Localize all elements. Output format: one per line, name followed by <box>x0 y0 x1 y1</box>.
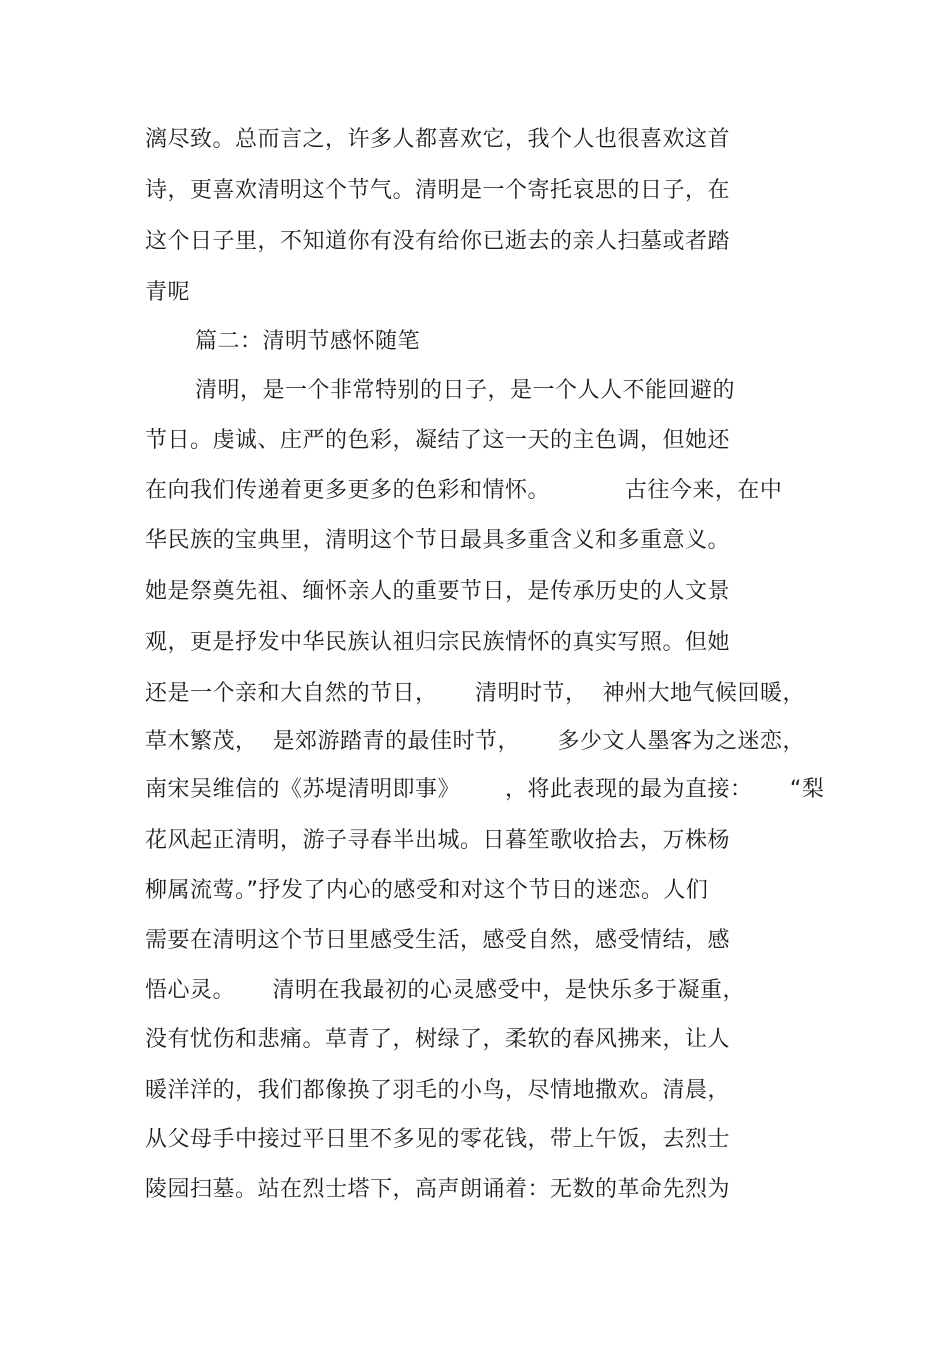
text-line: 从父母手中接过平日里不多见的零花钱，带上午饭，去烈士 <box>145 1127 731 1152</box>
paragraph-first-line: 清明，是一个非常特别的日子，是一个人人不能回避的 <box>195 378 736 403</box>
text-line: 没有忧伤和悲痛。草青了，树绿了，柔软的春风拂来，让人 <box>145 1027 731 1052</box>
text-line: 南宋吴维信的《苏堤清明即事》 ，将此表现的最为直接： “梨 <box>145 777 825 802</box>
text-line: 华民族的宝典里，清明这个节日最具多重含义和多重意义。 <box>145 528 731 553</box>
text-line: 漓尽致。总而言之，许多人都喜欢它，我个人也很喜欢这首 <box>145 127 731 152</box>
text-line: 陵园扫墓。站在烈士塔下，高声朗诵着：无数的革命先烈为 <box>145 1177 731 1202</box>
text-line: 暖洋洋的，我们都像换了羽毛的小鸟，尽情地撒欢。清晨， <box>145 1078 731 1103</box>
section-heading: 篇二：清明节感怀随笔 <box>195 329 421 354</box>
text-line: 她是祭奠先祖、缅怀亲人的重要节日，是传承历史的人文景 <box>145 579 731 604</box>
text-line: 观，更是抒发中华民族认祖归宗民族情怀的真实写照。但她 <box>145 630 731 655</box>
text-line: 花风起正清明，游子寻春半出城。日暮笙歌收拾去，万株杨 <box>145 828 731 853</box>
text-line: 诗，更喜欢清明这个节气。清明是一个寄托哀思的日子，在 <box>145 178 731 203</box>
text-line: 在向我们传递着更多更多的色彩和情怀。 古往今来，在中 <box>145 478 783 503</box>
text-line: 青呢 <box>145 280 191 305</box>
text-line: 悟心灵。 清明在我最初的心灵感受中，是快乐多于凝重， <box>145 978 745 1003</box>
text-line: 柳属流莺。”抒发了内心的感受和对这个节日的迷恋。人们 <box>145 878 709 903</box>
text-line: 这个日子里，不知道你有没有给你已逝去的亲人扫墓或者踏 <box>145 229 731 254</box>
text-line: 需要在清明这个节日里感受生活，感受自然，感受情结，感 <box>145 928 731 953</box>
text-line: 节日。虔诚、庄严的色彩，凝结了这一天的主色调，但她还 <box>145 428 731 453</box>
text-line: 草木繁茂， 是郊游踏青的最佳时节， 多少文人墨客为之迷恋， <box>145 729 805 754</box>
text-line: 还是一个亲和大自然的节日， 清明时节， 神州大地气候回暖， <box>145 681 805 706</box>
